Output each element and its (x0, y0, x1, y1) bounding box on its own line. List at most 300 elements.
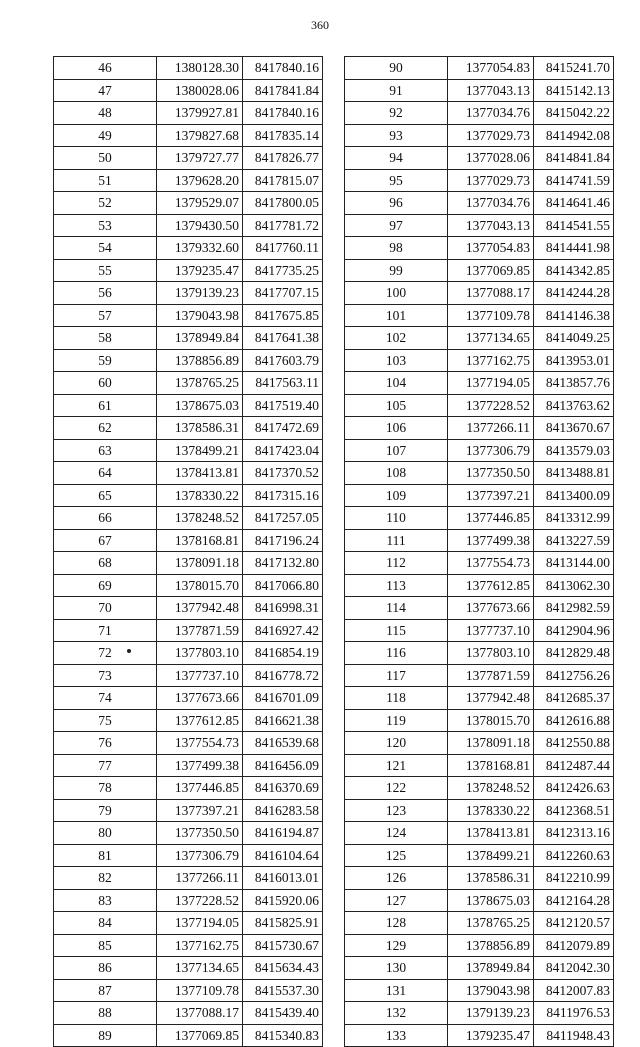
table-row (345, 529, 614, 552)
point-number-cell: 64 (54, 462, 157, 485)
point-number-cell: 73 (54, 664, 157, 687)
table-row (345, 192, 614, 215)
x-coordinate-cell: 1377228.52 (448, 394, 534, 417)
point-number-cell: 80 (54, 822, 157, 845)
point-number-cell: 100 (345, 282, 448, 305)
y-coordinate-cell: 8417781.72 (243, 214, 323, 237)
x-coordinate-cell: 1378765.25 (157, 372, 243, 395)
table-row (54, 1002, 323, 1025)
table-row (54, 304, 323, 327)
y-coordinate-cell: 8414942.08 (534, 124, 614, 147)
table-row (54, 934, 323, 957)
y-coordinate-cell: 8417815.07 (243, 169, 323, 192)
point-number-cell: 101 (345, 304, 448, 327)
x-coordinate-cell: 1377043.13 (448, 214, 534, 237)
x-coordinate-cell: 1379235.47 (448, 1024, 534, 1047)
x-coordinate-cell: 1378413.81 (448, 822, 534, 845)
y-coordinate-cell: 8415920.06 (243, 889, 323, 912)
y-coordinate-cell: 8417196.24 (243, 529, 323, 552)
point-number-cell: 133 (345, 1024, 448, 1047)
y-coordinate-cell: 8416539.68 (243, 732, 323, 755)
table-row (345, 79, 614, 102)
y-coordinate-cell: 8417735.25 (243, 259, 323, 282)
y-coordinate-cell: 8411976.53 (534, 1002, 614, 1025)
y-coordinate-cell: 8414741.59 (534, 169, 614, 192)
y-coordinate-cell: 8412042.30 (534, 957, 614, 980)
x-coordinate-cell: 1378499.21 (157, 439, 243, 462)
x-coordinate-cell: 1379043.98 (157, 304, 243, 327)
point-number-cell: 115 (345, 619, 448, 642)
point-number-cell: 120 (345, 732, 448, 755)
x-coordinate-cell: 1377054.83 (448, 237, 534, 260)
point-number-cell: 48 (54, 102, 157, 125)
y-coordinate-cell: 8413763.62 (534, 394, 614, 417)
y-coordinate-cell: 8415634.43 (243, 957, 323, 980)
table-row (54, 147, 323, 170)
point-number-cell: 130 (345, 957, 448, 980)
x-coordinate-cell: 1377043.13 (448, 79, 534, 102)
point-number-cell: 90 (345, 57, 448, 80)
x-coordinate-cell: 1377499.38 (157, 754, 243, 777)
y-coordinate-cell: 8412487.44 (534, 754, 614, 777)
table-row (345, 169, 614, 192)
y-coordinate-cell: 8417707.15 (243, 282, 323, 305)
y-coordinate-cell: 8416621.38 (243, 709, 323, 732)
point-number-cell: 72 (54, 642, 157, 665)
y-coordinate-cell: 8417257.05 (243, 507, 323, 530)
table-row (54, 102, 323, 125)
point-number-cell: 126 (345, 867, 448, 890)
table-row (345, 349, 614, 372)
x-coordinate-cell: 1377803.10 (448, 642, 534, 665)
y-coordinate-cell: 8412756.26 (534, 664, 614, 687)
point-number-cell: 119 (345, 709, 448, 732)
point-number-cell: 63 (54, 439, 157, 462)
table-row (54, 529, 323, 552)
x-coordinate-cell: 1377397.21 (448, 484, 534, 507)
x-coordinate-cell: 1377266.11 (448, 417, 534, 440)
y-coordinate-cell: 8412904.96 (534, 619, 614, 642)
y-coordinate-cell: 8415730.67 (243, 934, 323, 957)
coordinates-table-right (344, 56, 614, 1047)
table-row (54, 799, 323, 822)
x-coordinate-cell: 1377029.73 (448, 124, 534, 147)
point-number-cell: 108 (345, 462, 448, 485)
point-number-cell: 65 (54, 484, 157, 507)
table-row (345, 552, 614, 575)
x-coordinate-cell: 1378499.21 (448, 844, 534, 867)
point-number-cell: 66 (54, 507, 157, 530)
x-coordinate-cell: 1379529.07 (157, 192, 243, 215)
x-coordinate-cell: 1378856.89 (157, 349, 243, 372)
y-coordinate-cell: 8415241.70 (534, 57, 614, 80)
table-row (54, 754, 323, 777)
y-coordinate-cell: 8413488.81 (534, 462, 614, 485)
y-coordinate-cell: 8412829.48 (534, 642, 614, 665)
x-coordinate-cell: 1378586.31 (448, 867, 534, 890)
table-row (345, 507, 614, 530)
point-number-cell: 60 (54, 372, 157, 395)
y-coordinate-cell: 8414641.46 (534, 192, 614, 215)
y-coordinate-cell: 8416456.09 (243, 754, 323, 777)
point-number-cell: 87 (54, 979, 157, 1002)
point-number-cell: 104 (345, 372, 448, 395)
table-row (54, 124, 323, 147)
x-coordinate-cell: 1377942.48 (157, 597, 243, 620)
x-coordinate-cell: 1378949.84 (157, 327, 243, 350)
point-number-cell: 57 (54, 304, 157, 327)
point-number-cell: 77 (54, 754, 157, 777)
y-coordinate-cell: 8412982.59 (534, 597, 614, 620)
y-coordinate-cell: 8417675.85 (243, 304, 323, 327)
x-coordinate-cell: 1379235.47 (157, 259, 243, 282)
table-row (345, 664, 614, 687)
x-coordinate-cell: 1377162.75 (448, 349, 534, 372)
y-coordinate-cell: 8412079.89 (534, 934, 614, 957)
table-row (345, 124, 614, 147)
table-row (54, 327, 323, 350)
point-number-cell: 53 (54, 214, 157, 237)
point-number-cell: 51 (54, 169, 157, 192)
point-number-cell: 128 (345, 912, 448, 935)
y-coordinate-cell: 8416013.01 (243, 867, 323, 890)
y-coordinate-cell: 8413953.01 (534, 349, 614, 372)
table-row (54, 259, 323, 282)
x-coordinate-cell: 1377737.10 (157, 664, 243, 687)
point-number-cell: 122 (345, 777, 448, 800)
y-coordinate-cell: 8412007.83 (534, 979, 614, 1002)
table-row (345, 957, 614, 980)
table-row (54, 732, 323, 755)
point-number-cell: 114 (345, 597, 448, 620)
y-coordinate-cell: 8414049.25 (534, 327, 614, 350)
y-coordinate-cell: 8417315.16 (243, 484, 323, 507)
table-row (54, 394, 323, 417)
table-row (345, 754, 614, 777)
x-coordinate-cell: 1377028.06 (448, 147, 534, 170)
table-row (54, 867, 323, 890)
y-coordinate-cell: 8417835.14 (243, 124, 323, 147)
table-row (54, 957, 323, 980)
y-coordinate-cell: 8416104.64 (243, 844, 323, 867)
x-coordinate-cell: 1377612.85 (448, 574, 534, 597)
y-coordinate-cell: 8413400.09 (534, 484, 614, 507)
y-coordinate-cell: 8412120.57 (534, 912, 614, 935)
y-coordinate-cell: 8417132.80 (243, 552, 323, 575)
point-number-cell: 88 (54, 1002, 157, 1025)
y-coordinate-cell: 8417423.04 (243, 439, 323, 462)
table-row (54, 687, 323, 710)
y-coordinate-cell: 8412260.63 (534, 844, 614, 867)
y-coordinate-cell: 8412210.99 (534, 867, 614, 890)
y-coordinate-cell: 8413670.67 (534, 417, 614, 440)
y-coordinate-cell: 8414244.28 (534, 282, 614, 305)
x-coordinate-cell: 1378949.84 (448, 957, 534, 980)
y-coordinate-cell: 8411948.43 (534, 1024, 614, 1047)
table-row (54, 574, 323, 597)
point-number-cell: 123 (345, 799, 448, 822)
y-coordinate-cell: 8413062.30 (534, 574, 614, 597)
point-number-cell: 81 (54, 844, 157, 867)
x-coordinate-cell: 1377109.78 (157, 979, 243, 1002)
x-coordinate-cell: 1378675.03 (448, 889, 534, 912)
table-row (54, 349, 323, 372)
y-coordinate-cell: 8412685.37 (534, 687, 614, 710)
point-number-cell: 92 (345, 102, 448, 125)
x-coordinate-cell: 1377499.38 (448, 529, 534, 552)
x-coordinate-cell: 1377446.85 (448, 507, 534, 530)
point-number-cell: 50 (54, 147, 157, 170)
y-coordinate-cell: 8417800.05 (243, 192, 323, 215)
x-coordinate-cell: 1377803.10 (157, 642, 243, 665)
table-row (345, 822, 614, 845)
point-number-cell: 91 (345, 79, 448, 102)
table-row (345, 394, 614, 417)
point-number-cell: 116 (345, 642, 448, 665)
table-row (54, 484, 323, 507)
table-row (54, 507, 323, 530)
table-row (345, 484, 614, 507)
x-coordinate-cell: 1377871.59 (157, 619, 243, 642)
table-row (345, 867, 614, 890)
x-coordinate-cell: 1377134.65 (157, 957, 243, 980)
x-coordinate-cell: 1379430.50 (157, 214, 243, 237)
x-coordinate-cell: 1377871.59 (448, 664, 534, 687)
y-coordinate-cell: 8417563.11 (243, 372, 323, 395)
table-row (345, 732, 614, 755)
table-row (345, 57, 614, 80)
table-row (54, 709, 323, 732)
point-number-cell: 68 (54, 552, 157, 575)
point-number-cell: 102 (345, 327, 448, 350)
x-coordinate-cell: 1377134.65 (448, 327, 534, 350)
y-coordinate-cell: 8412616.88 (534, 709, 614, 732)
x-coordinate-cell: 1377673.66 (157, 687, 243, 710)
point-number-cell: 132 (345, 1002, 448, 1025)
point-number-cell: 110 (345, 507, 448, 530)
point-number-cell: 124 (345, 822, 448, 845)
y-coordinate-cell: 8414841.84 (534, 147, 614, 170)
y-coordinate-cell: 8417826.77 (243, 147, 323, 170)
point-number-cell: 75 (54, 709, 157, 732)
y-coordinate-cell: 8417641.38 (243, 327, 323, 350)
x-coordinate-cell: 1377397.21 (157, 799, 243, 822)
table-row (345, 1024, 614, 1047)
x-coordinate-cell: 1379727.77 (157, 147, 243, 170)
table-row (54, 282, 323, 305)
table-row (345, 979, 614, 1002)
x-coordinate-cell: 1377673.66 (448, 597, 534, 620)
y-coordinate-cell: 8414541.55 (534, 214, 614, 237)
x-coordinate-cell: 1377737.10 (448, 619, 534, 642)
x-coordinate-cell: 1377942.48 (448, 687, 534, 710)
point-number-cell: 112 (345, 552, 448, 575)
point-number-cell: 106 (345, 417, 448, 440)
point-number-cell: 58 (54, 327, 157, 350)
point-number-cell: 70 (54, 597, 157, 620)
table-row (54, 237, 323, 260)
x-coordinate-cell: 1377088.17 (157, 1002, 243, 1025)
x-coordinate-cell: 1378091.18 (157, 552, 243, 575)
x-coordinate-cell: 1377034.76 (448, 192, 534, 215)
x-coordinate-cell: 1378248.52 (157, 507, 243, 530)
x-coordinate-cell: 1378675.03 (157, 394, 243, 417)
x-coordinate-cell: 1377194.05 (157, 912, 243, 935)
table-row (54, 642, 323, 665)
table-row (345, 304, 614, 327)
y-coordinate-cell: 8417519.40 (243, 394, 323, 417)
point-number-cell: 117 (345, 664, 448, 687)
table-row (54, 822, 323, 845)
x-coordinate-cell: 1377069.85 (448, 259, 534, 282)
x-coordinate-cell: 1377350.50 (448, 462, 534, 485)
point-number-cell: 82 (54, 867, 157, 890)
x-coordinate-cell: 1377109.78 (448, 304, 534, 327)
table-row (54, 777, 323, 800)
x-coordinate-cell: 1377554.73 (448, 552, 534, 575)
x-coordinate-cell: 1378413.81 (157, 462, 243, 485)
point-number-cell: 62 (54, 417, 157, 440)
x-coordinate-cell: 1378091.18 (448, 732, 534, 755)
table-row (345, 439, 614, 462)
table-row (345, 147, 614, 170)
y-coordinate-cell: 8417841.84 (243, 79, 323, 102)
point-number-cell: 103 (345, 349, 448, 372)
x-coordinate-cell: 1378015.70 (448, 709, 534, 732)
table-row (54, 552, 323, 575)
x-coordinate-cell: 1380128.30 (157, 57, 243, 80)
y-coordinate-cell: 8413312.99 (534, 507, 614, 530)
y-coordinate-cell: 8414342.85 (534, 259, 614, 282)
x-coordinate-cell: 1378856.89 (448, 934, 534, 957)
table-row (54, 372, 323, 395)
table-row (345, 642, 614, 665)
x-coordinate-cell: 1378015.70 (157, 574, 243, 597)
point-number-cell: 98 (345, 237, 448, 260)
point-number-cell: 109 (345, 484, 448, 507)
table-row (54, 979, 323, 1002)
point-number-cell: 105 (345, 394, 448, 417)
point-number-cell: 93 (345, 124, 448, 147)
point-number-cell: 125 (345, 844, 448, 867)
y-coordinate-cell: 8412164.28 (534, 889, 614, 912)
table-row (345, 574, 614, 597)
y-coordinate-cell: 8413227.59 (534, 529, 614, 552)
y-coordinate-cell: 8415825.91 (243, 912, 323, 935)
table-row (54, 844, 323, 867)
table-row (345, 214, 614, 237)
table-row (345, 844, 614, 867)
table-row (54, 192, 323, 215)
y-coordinate-cell: 8416194.87 (243, 822, 323, 845)
x-coordinate-cell: 1377266.11 (157, 867, 243, 890)
point-number-cell: 83 (54, 889, 157, 912)
table-row (345, 462, 614, 485)
table-row (345, 1002, 614, 1025)
x-coordinate-cell: 1378586.31 (157, 417, 243, 440)
table-row (54, 79, 323, 102)
table-row (54, 417, 323, 440)
table-row (345, 372, 614, 395)
y-coordinate-cell: 8416370.69 (243, 777, 323, 800)
y-coordinate-cell: 8415042.22 (534, 102, 614, 125)
point-number-cell: 96 (345, 192, 448, 215)
point-number-cell: 54 (54, 237, 157, 260)
stray-dot-mark (127, 649, 131, 653)
point-number-cell: 121 (345, 754, 448, 777)
page-number: 360 (311, 18, 329, 32)
x-coordinate-cell: 1378248.52 (448, 777, 534, 800)
x-coordinate-cell: 1377228.52 (157, 889, 243, 912)
table-row (345, 282, 614, 305)
table-row (54, 597, 323, 620)
point-number-cell: 49 (54, 124, 157, 147)
point-number-cell: 52 (54, 192, 157, 215)
y-coordinate-cell: 8413857.76 (534, 372, 614, 395)
x-coordinate-cell: 1379043.98 (448, 979, 534, 1002)
y-coordinate-cell: 8414441.98 (534, 237, 614, 260)
x-coordinate-cell: 1378330.22 (157, 484, 243, 507)
point-number-cell: 94 (345, 147, 448, 170)
x-coordinate-cell: 1377350.50 (157, 822, 243, 845)
y-coordinate-cell: 8412550.88 (534, 732, 614, 755)
y-coordinate-cell: 8417840.16 (243, 102, 323, 125)
x-coordinate-cell: 1377612.85 (157, 709, 243, 732)
y-coordinate-cell: 8416927.42 (243, 619, 323, 642)
y-coordinate-cell: 8417840.16 (243, 57, 323, 80)
point-number-cell: 47 (54, 79, 157, 102)
x-coordinate-cell: 1377088.17 (448, 282, 534, 305)
coordinates-table-left (53, 56, 323, 1047)
y-coordinate-cell: 8414146.38 (534, 304, 614, 327)
point-number-cell: 97 (345, 214, 448, 237)
y-coordinate-cell: 8416998.31 (243, 597, 323, 620)
point-number-cell: 129 (345, 934, 448, 957)
table-row (54, 169, 323, 192)
point-number-cell: 74 (54, 687, 157, 710)
y-coordinate-cell: 8415537.30 (243, 979, 323, 1002)
table-row (54, 1024, 323, 1047)
y-coordinate-cell: 8415439.40 (243, 1002, 323, 1025)
table-row (54, 214, 323, 237)
x-coordinate-cell: 1378168.81 (157, 529, 243, 552)
y-coordinate-cell: 8416283.58 (243, 799, 323, 822)
x-coordinate-cell: 1380028.06 (157, 79, 243, 102)
y-coordinate-cell: 8415340.83 (243, 1024, 323, 1047)
table-row (345, 619, 614, 642)
point-number-cell: 118 (345, 687, 448, 710)
y-coordinate-cell: 8416854.19 (243, 642, 323, 665)
x-coordinate-cell: 1378765.25 (448, 912, 534, 935)
point-number-cell: 56 (54, 282, 157, 305)
table-row (345, 889, 614, 912)
table-row (54, 57, 323, 80)
point-number-cell: 69 (54, 574, 157, 597)
y-coordinate-cell: 8413144.00 (534, 552, 614, 575)
point-number-cell: 127 (345, 889, 448, 912)
table-row (345, 237, 614, 260)
x-coordinate-cell: 1378168.81 (448, 754, 534, 777)
point-number-cell: 79 (54, 799, 157, 822)
table-row (345, 327, 614, 350)
y-coordinate-cell: 8412368.51 (534, 799, 614, 822)
y-coordinate-cell: 8412313.16 (534, 822, 614, 845)
y-coordinate-cell: 8417760.11 (243, 237, 323, 260)
point-number-cell: 107 (345, 439, 448, 462)
y-coordinate-cell: 8412426.63 (534, 777, 614, 800)
x-coordinate-cell: 1377162.75 (157, 934, 243, 957)
point-number-cell: 59 (54, 349, 157, 372)
